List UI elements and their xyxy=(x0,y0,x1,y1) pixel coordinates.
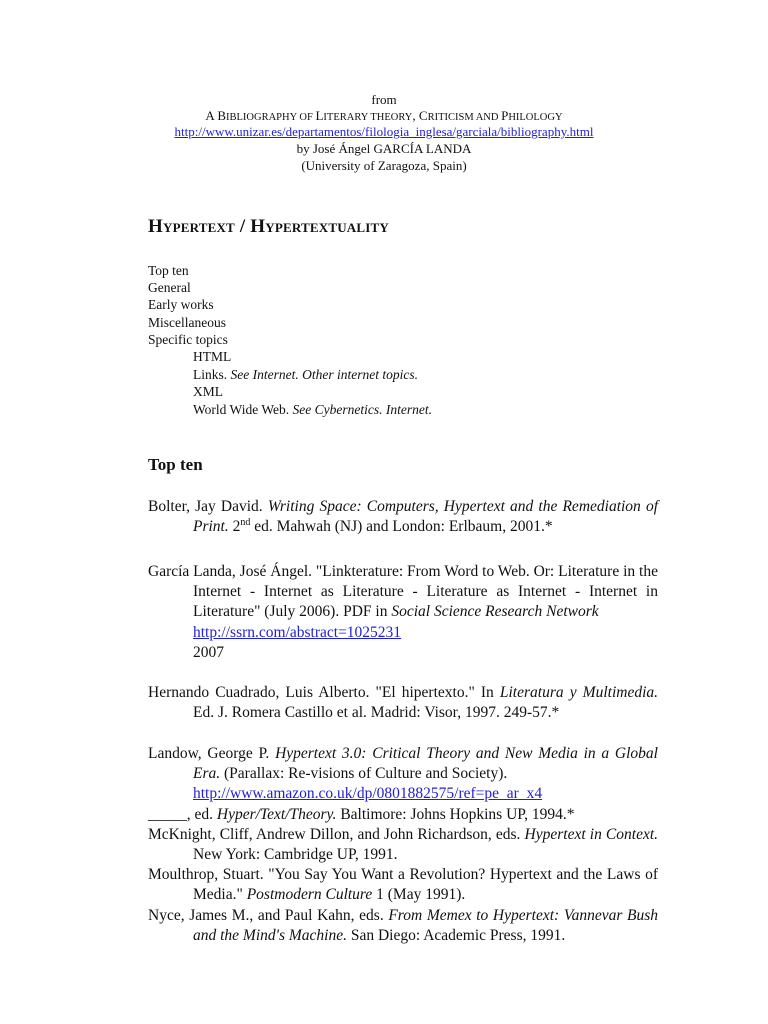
entry-title: Writing Space: Computers, Hypertext and the Remediation of Print. xyxy=(193,498,658,536)
entry-title: Literatura y Multimedia. xyxy=(499,684,659,701)
bibliography-entry-landow-ed xyxy=(148,805,658,825)
toc-www-see: See Cybernetics. Internet. xyxy=(292,402,432,417)
amazon-link[interactable]: http://www.amazon.co.uk/dp/0801882575/ref=pe_ar_x4 xyxy=(193,785,543,803)
bib-title-part: , xyxy=(412,108,419,123)
toc-xml[interactable]: XML xyxy=(193,384,223,399)
bibliography-entry-landow xyxy=(148,744,658,805)
toc-links[interactable] xyxy=(193,366,418,383)
toc-www[interactable] xyxy=(193,401,432,418)
bibliography-title xyxy=(0,108,768,125)
bibliography-entry-bolter xyxy=(148,497,658,537)
entry-text: Moulthrop, Stuart. "You Say You Want a Revolution? Hypertext and the Laws of Media." xyxy=(148,866,658,904)
bib-title-part: L xyxy=(315,108,324,123)
toc-early-works[interactable]: Early works xyxy=(148,297,214,312)
entry-text: (Parallax: Re-visions of Culture and Society). xyxy=(220,765,508,783)
toc-links-see: See Internet. Other internet topics. xyxy=(230,367,418,382)
entry-title: Hyper/Text/Theory. xyxy=(216,806,337,823)
entry-text: Landow, George P. xyxy=(148,745,276,762)
toc-miscellaneous[interactable]: Miscellaneous xyxy=(148,315,226,330)
bib-title-part: RITICISM AND xyxy=(427,112,502,123)
bib-title-part: IBLIOGRAPHY OF xyxy=(226,112,316,123)
entry-title: From Memex to Hypertext: Vannevar Bush and the Mind's Machine. xyxy=(193,907,658,945)
bibliography-url-row xyxy=(0,124,768,139)
entry-text: 1 (May 1991). xyxy=(372,886,466,904)
entry-text: _____, ed. xyxy=(148,806,217,823)
entry-text: Bolter, Jay David. xyxy=(148,498,268,515)
page-title: Hypertext / Hypertextuality xyxy=(148,216,389,237)
entry-superscript: nd xyxy=(240,517,251,529)
author-line: by José Ángel GARCÍA LANDA xyxy=(296,141,472,156)
entry-text: ed. Mahwah (NJ) and London: Erlbaum, 2001.* xyxy=(250,518,553,536)
entry-text: McKnight, Cliff, Andrew Dillon, and John Richardson, eds. xyxy=(148,826,525,843)
toc-www-label: World Wide Web. xyxy=(193,402,293,417)
entry-text: Nyce, James M., and Paul Kahn, eds. xyxy=(148,907,389,924)
entry-text: San Diego: Academic Press, 1991. xyxy=(346,927,566,945)
bib-title-part: A B xyxy=(205,108,227,123)
entry-text: Hernando Cuadrado, Luis Alberto. "El hipertexto." In xyxy=(148,684,500,701)
bibliography-entry-garcia-landa xyxy=(148,562,658,663)
bibliography-url-link[interactable]: http://www.unizar.es/departamentos/filologia_inglesa/garciala/bibliography.html xyxy=(174,124,594,139)
bib-title-part: P xyxy=(501,108,509,123)
entry-text: Ed. J. Romera Castillo et al. Madrid: Visor, 1997. 249-57.* xyxy=(193,704,560,722)
toc-specific-topics[interactable]: Specific topics xyxy=(148,332,228,347)
bibliography-entry-hernando xyxy=(148,683,658,723)
bibliography-entry-nyce xyxy=(148,906,658,946)
entry-title: Social Science Research Network xyxy=(391,603,599,621)
entry-title: Hypertext in Context. xyxy=(524,826,659,843)
toc-html[interactable]: HTML xyxy=(193,349,232,364)
bib-title-part: C xyxy=(418,108,428,123)
ssrn-link[interactable]: http://ssrn.com/abstract=1025231 xyxy=(193,623,402,641)
entry-text: 2007 xyxy=(193,643,224,661)
toc-links-label: Links. xyxy=(193,367,231,382)
toc-general[interactable]: General xyxy=(148,280,191,295)
bibliography-entry-moulthrop xyxy=(148,865,658,905)
entry-title: Hypertext 3.0: Critical Theory and New Media in a Global Era. xyxy=(193,745,658,783)
header-from: from xyxy=(371,92,397,107)
university-line: (University of Zaragoza, Spain) xyxy=(301,158,467,173)
entry-text: Baltimore: Johns Hopkins UP, 1994.* xyxy=(336,806,575,823)
entry-text: 2 xyxy=(228,518,241,536)
section-heading-top-ten: Top ten xyxy=(148,455,203,474)
entry-text: New York: Cambridge UP, 1991. xyxy=(193,846,398,864)
bib-title-part: ITERARY THEORY xyxy=(323,112,413,123)
entry-title: Postmodern Culture xyxy=(246,886,373,904)
bibliography-entry-mcknight xyxy=(148,825,658,865)
toc-top-ten[interactable]: Top ten xyxy=(148,263,189,278)
bib-title-part: HILOLOGY xyxy=(508,112,563,123)
entry-text: García Landa, José Ángel. "Linkterature: From Word to Web. Or: Literature in the Internet - Internet as Literature - Literature as Internet - Internet in Literature" (July 2006). PDF in xyxy=(148,563,658,621)
